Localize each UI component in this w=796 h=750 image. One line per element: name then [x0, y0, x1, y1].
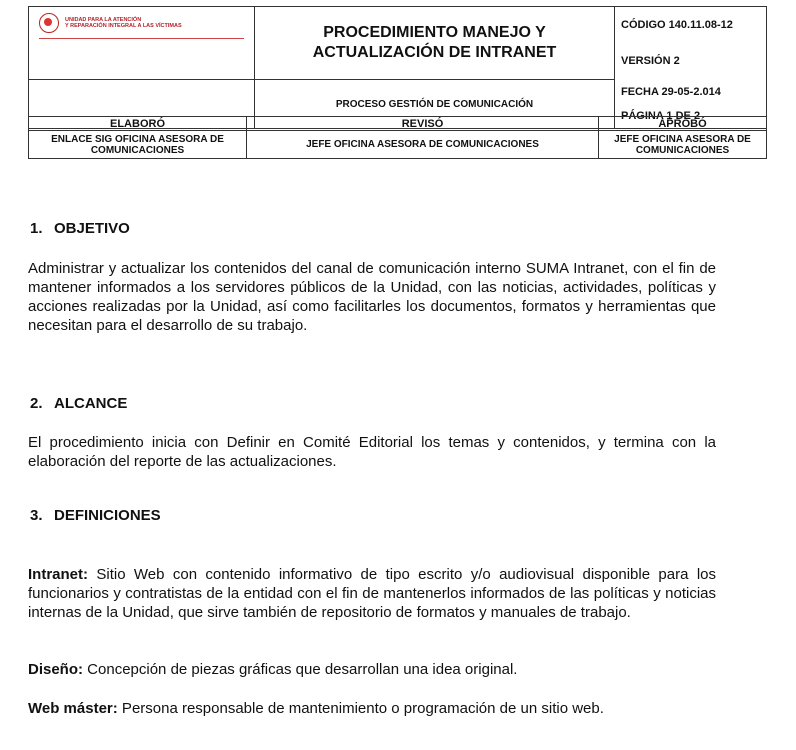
document-code: CÓDIGO 140.11.08-12 — [615, 7, 767, 44]
section-title: DEFINICIONES — [54, 507, 161, 524]
aprobo-label: APROBÓ — [599, 117, 767, 131]
section-title: ALCANCE — [54, 395, 128, 412]
definition-web-master — [28, 699, 716, 718]
objetivo-text: Administrar y actualizar los contenidos del canal de comunicación interno SUMA Intranet, con el fin de mantener informados a los servidores públicos de la Unidad, con las noticias, actividades, políticas y acciones realizadas por la Unidad, así como facilitarles los documentos, formatos y herramientas que necesitan para el desarrollo de su trabajo. — [28, 260, 716, 334]
section-title: OBJETIVO — [54, 220, 130, 237]
aprobo-value: JEFE OFICINA ASESORA DE COMUNICACIONES — [599, 131, 767, 159]
elaboro-value: ENLACE SIG OFICINA ASESORA DE COMUNICACIONES — [29, 131, 247, 159]
document-title — [255, 7, 615, 80]
reviso-value: JEFE OFICINA ASESORA DE COMUNICACIONES — [247, 131, 599, 159]
alcance-text: El procedimiento inicia con Definir en Comité Editorial los temas y contenidos, y termina con la elaboración del reporte de las actualizaciones. — [28, 434, 716, 470]
org-name-line2: Y REPARACIÓN INTEGRAL A LAS VÍCTIMAS — [65, 23, 182, 29]
section-number: 1. — [30, 220, 43, 237]
document-date: FECHA 29-05-2.014 — [621, 85, 721, 98]
definition-term: Diseño: — [28, 661, 84, 678]
document-version: VERSIÓN 2 — [615, 43, 767, 79]
definition-text: Sitio Web con contenido informativo de tipo escrito y/o audiovisual disponible para los funcionarios y contratistas de la entidad con el fin de mantenerlos informados de las políticas y noticias internas de la Unidad, que sirve también de repositorio de formatos y manuales de trabajo. — [28, 566, 716, 621]
document-page: PÁGINA 1 DE 2 — [621, 109, 701, 122]
definition-intranet — [28, 565, 716, 622]
org-name-line1: UNIDAD PARA LA ATENCIÓN — [65, 16, 142, 23]
definition-text: Persona responsable de mantenimiento o programación de un sitio web. — [117, 700, 604, 717]
process-name: PROCESO GESTIÓN DE COMUNICACIÓN — [255, 80, 615, 129]
section-heading-objetivo — [30, 220, 130, 237]
section-number: 2. — [30, 395, 43, 412]
definition-diseno — [28, 660, 716, 679]
section-number: 3. — [30, 507, 43, 524]
title-line1: PROCEDIMIENTO MANEJO Y — [323, 24, 546, 41]
elaboro-label: ELABORÓ — [29, 117, 247, 131]
section-heading-definiciones — [30, 507, 161, 524]
section-heading-alcance — [30, 395, 127, 412]
organization-logo — [29, 7, 254, 33]
definition-term: Web máster: — [28, 700, 118, 717]
title-line2: ACTUALIZACIÓN DE INTRANET — [312, 44, 557, 61]
definition-term: Intranet: — [28, 566, 88, 583]
document-header-table — [28, 6, 767, 129]
approvals-table — [28, 116, 767, 159]
reviso-label: REVISÓ — [247, 117, 599, 131]
logo-cell — [29, 7, 255, 80]
coat-of-arms-icon — [39, 13, 59, 33]
definition-text: Concepción de piezas gráficas que desarrollan una idea original. — [83, 661, 518, 678]
